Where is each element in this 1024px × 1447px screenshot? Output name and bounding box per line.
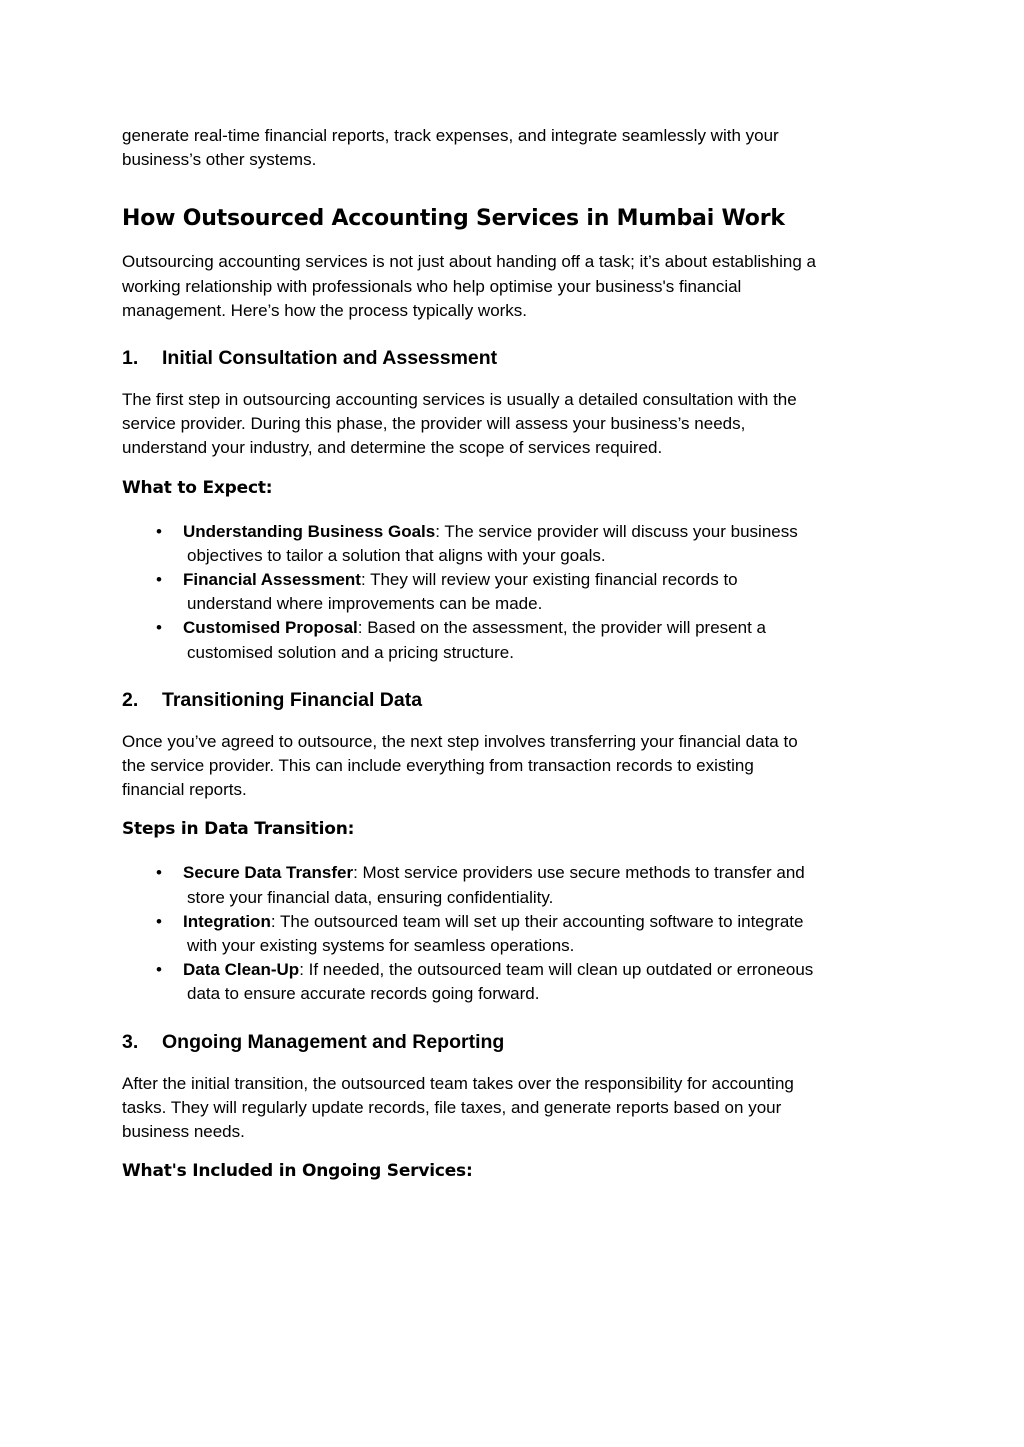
bullet-icon: • xyxy=(156,570,162,590)
step-number: 2. xyxy=(122,688,139,711)
step-subheading-1: What to Expect: xyxy=(122,477,273,498)
list-item: • Integration: The outsourced team will set up their accounting software to integrate with your existing systems for seamless operations. xyxy=(156,911,804,956)
step-title: Initial Consultation and Assessment xyxy=(162,347,498,370)
bullet-icon: • xyxy=(156,521,162,541)
list-item: • Data Clean-Up: If needed, the outsourced team will clean up outdated or erroneous data to ensure accurate records going forward. xyxy=(156,960,814,1004)
step-heading-1 xyxy=(122,345,902,371)
intro-line: business’s other systems. xyxy=(122,150,317,170)
step-title: Ongoing Management and Reporting xyxy=(162,1030,505,1053)
list-item: • Secure Data Transfer: Most service providers use secure methods to transfer and store your financial data, ensuring confidentiality. xyxy=(156,863,805,907)
step-number: 3. xyxy=(122,1030,139,1053)
step-paragraph-1: The first step in outsourcing accounting services is usually a detailed consultation with the service provider. During this phase, the provider will assess your business’s needs, understand your industry, and determine the scope of services required. xyxy=(122,390,797,458)
bullet-icon: • xyxy=(156,618,162,638)
document-page xyxy=(122,124,902,1183)
section-title: How Outsourced Accounting Services in Mumbai Work xyxy=(122,206,785,232)
bullet-icon: • xyxy=(156,960,162,980)
bullet-icon: • xyxy=(156,863,162,883)
intro-line: generate real-time financial reports, track expenses, and integrate seamlessly with your xyxy=(122,126,779,145)
step-title: Transitioning Financial Data xyxy=(162,688,423,711)
bullet-list-2 xyxy=(122,861,902,1006)
list-item: • Understanding Business Goals: The service provider will discuss your business objectives to tailor a solution that aligns with your goals. xyxy=(156,521,798,565)
step-subheading-3: What's Included in Ongoing Services: xyxy=(122,1161,473,1182)
intro-paragraph xyxy=(122,124,902,172)
list-item: • Customised Proposal: Based on the assessment, the provider will present a customised solution and a pricing structure. xyxy=(156,618,766,662)
bullet-icon: • xyxy=(156,911,162,931)
section-intro-paragraph: Outsourcing accounting services is not just about handing off a task; it’s about establishing a working relationship with professionals who help optimise your business's financial management. Here’s how the process typically works. xyxy=(122,252,816,320)
step-subheading-2: Steps in Data Transition: xyxy=(122,819,355,840)
step-paragraph-3: After the initial transition, the outsourced team takes over the responsibility for accounting tasks. They will regularly update records, file taxes, and generate reports based on your business needs. xyxy=(122,1073,794,1142)
step-heading-2 xyxy=(122,687,902,713)
list-item: • Financial Assessment: They will review your existing financial records to understand where improvements can be made. xyxy=(156,570,738,614)
step-paragraph-2: Once you’ve agreed to outsource, the next step involves transferring your financial data to the service provider. This can include everything from transaction records to existing financial reports. xyxy=(122,731,798,800)
step-heading-3 xyxy=(122,1029,902,1055)
bullet-list-1 xyxy=(122,520,902,665)
step-number: 1. xyxy=(122,347,139,370)
